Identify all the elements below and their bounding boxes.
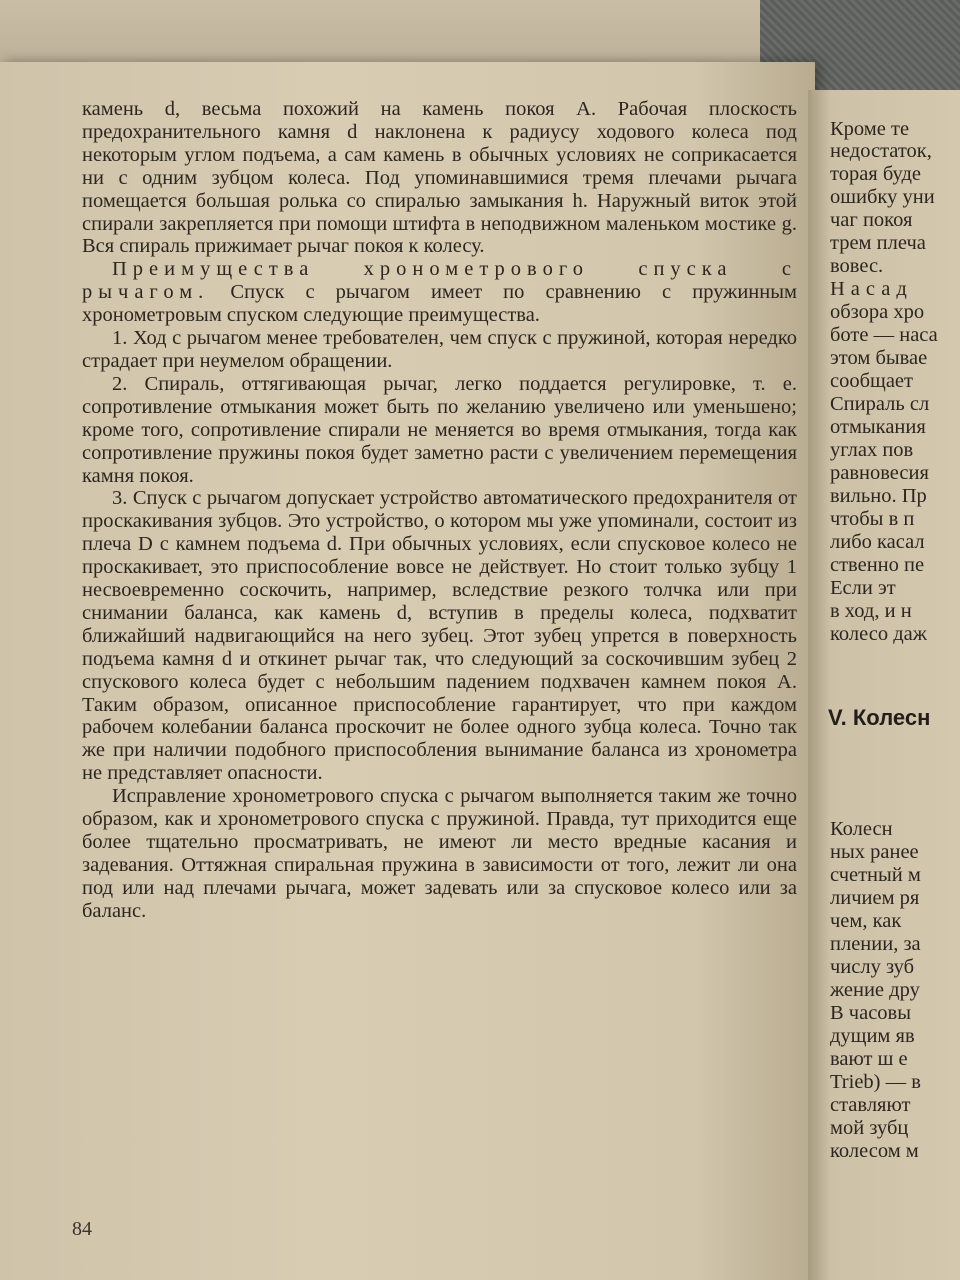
lead-in-heading: Преимущества хронометрового спуска с рычагом.	[82, 258, 797, 304]
right-line: В часовы	[830, 1002, 912, 1024]
right-line: чтобы в п	[830, 508, 915, 530]
right-line: торая буде	[830, 163, 921, 185]
right-line: жение дру	[830, 979, 920, 1001]
right-line: сообщает	[830, 370, 913, 392]
page-number: 84	[72, 1218, 92, 1240]
right-line: числу зуб	[830, 956, 915, 978]
right-line: недостаток,	[830, 140, 932, 162]
right-page	[808, 90, 960, 1280]
right-line: боте — наса	[830, 324, 938, 346]
paragraph-4: 2. Спираль, оттягивающая рычаг, легко поддается регулировке, т. е. сопротивление отмыкания может быть по желанию увеличено или уменьшено; кроме того, сопротивление спирали не меняется во время отмыкания, тогда как сопротивление пружины покоя будет заметно расти с увеличением перемещения камня покоя.	[82, 372, 797, 487]
right-line: обзора хро	[830, 301, 925, 323]
right-line: этом бывае	[830, 347, 928, 369]
right-line: в ход, и н	[830, 600, 912, 622]
paragraph-1: камень d, весьма похожий на камень покоя A. Рабочая плоскость предохранительного камня d наклонена к радиусу ходового колеса под некоторым углом подъема, а сам камень в обычных условиях не соприкасается ни с одним зубцом колеса. Под упоминавшимися тремя плечами рычага помещается большая ролька со спиралью замыкания h. Наружный виток этой спирали закрепляется при помощи штифта в неподвижном маленьком мостике g. Вся спираль прижимает рычаг покоя к колесу.	[82, 98, 797, 258]
right-line: углах пов	[830, 439, 914, 461]
right-line: мой зубц	[830, 1117, 909, 1139]
right-line: трем плеча	[830, 232, 926, 254]
right-line: Кроме те	[830, 118, 910, 140]
right-line: ных ранее	[830, 841, 919, 863]
right-line: личием ря	[830, 887, 920, 909]
right-line: плении, за	[830, 933, 921, 955]
paragraph-2	[82, 258, 797, 327]
right-line: колесом м	[830, 1140, 919, 1162]
right-line: вовес.	[830, 255, 884, 277]
right-line: ставляют	[830, 1094, 911, 1116]
paragraph-6: Исправление хронометрового спуска с рычагом выполняется таким же точно образом, как и хронометрового спуска с пружиной. Правда, тут приходится еще более тщательно просматривать, не имеют ли место вредные касания и задевания. Оттяжная спиральная пружина в зависимости от того, лежит ли она под или над плечами рычага, может задевать или за спусковое колесо или за баланс.	[82, 785, 797, 922]
right-line: отмыкания	[830, 416, 926, 438]
paragraph-3: 1. Ход с рычагом менее требователен, чем спуск с пружиной, которая нередко страдает при неумелом обращении.	[82, 327, 797, 372]
right-line: ственно пе	[830, 554, 925, 576]
right-line: Насад	[830, 278, 913, 300]
right-line: равновесия	[830, 462, 929, 484]
right-line: Если эт	[830, 577, 896, 599]
paragraph-5: 3. Спуск с рычагом допускает устройство автоматического предохранителя от проскакивания зубцов. Это устройство, о котором мы уже упоминали, состоит из плеча D с камнем подъема d. При обычных условиях, если спусковое колесо не проскакивает, это приспособление вовсе не действует. Но стоит только зубцу 1 несвоевременно соскочить, например, вследствие резкого толчка или при снимании баланса, как камень d, вступив в пределы колеса, подхватит ближайший надвигающийся на него зубец. Этот зубец упрется в поверхность подъема камня d и откинет рычаг так, что следующий за соскочившим зубец 2 спускового колеса будет с небольшим падением подхвачен камнем покоя A. Таким образом, описанное приспособление гарантирует, что при каждом рабочем колебании баланса проскочит не более одного зубца колеса. Точно так же при наличии подобного приспособления вынимание баланса из хронометра не представляет опасности.	[82, 487, 797, 785]
right-line: чаг покоя	[830, 209, 913, 231]
right-line: вают ш е	[830, 1048, 908, 1070]
right-line: ошибку уни	[830, 186, 935, 208]
right-line: счетный м	[830, 864, 921, 886]
right-line: чем, как	[830, 910, 902, 932]
paragraph-2-text: Спуск с рычагом имеет по сравнению с пружинным хронометровым спуском следующие преимущества.	[82, 281, 797, 327]
right-line: колесо даж	[830, 623, 927, 645]
right-line: Trieb) — в	[830, 1071, 921, 1093]
section-heading: V. Колесн	[828, 705, 931, 730]
right-line: вильно. Пр	[830, 485, 927, 507]
right-line: Колесн	[830, 818, 893, 840]
left-page-text	[82, 98, 797, 923]
right-line: Спираль сл	[830, 393, 930, 415]
right-line: либо касал	[830, 531, 925, 553]
right-line: дущим яв	[830, 1025, 915, 1047]
